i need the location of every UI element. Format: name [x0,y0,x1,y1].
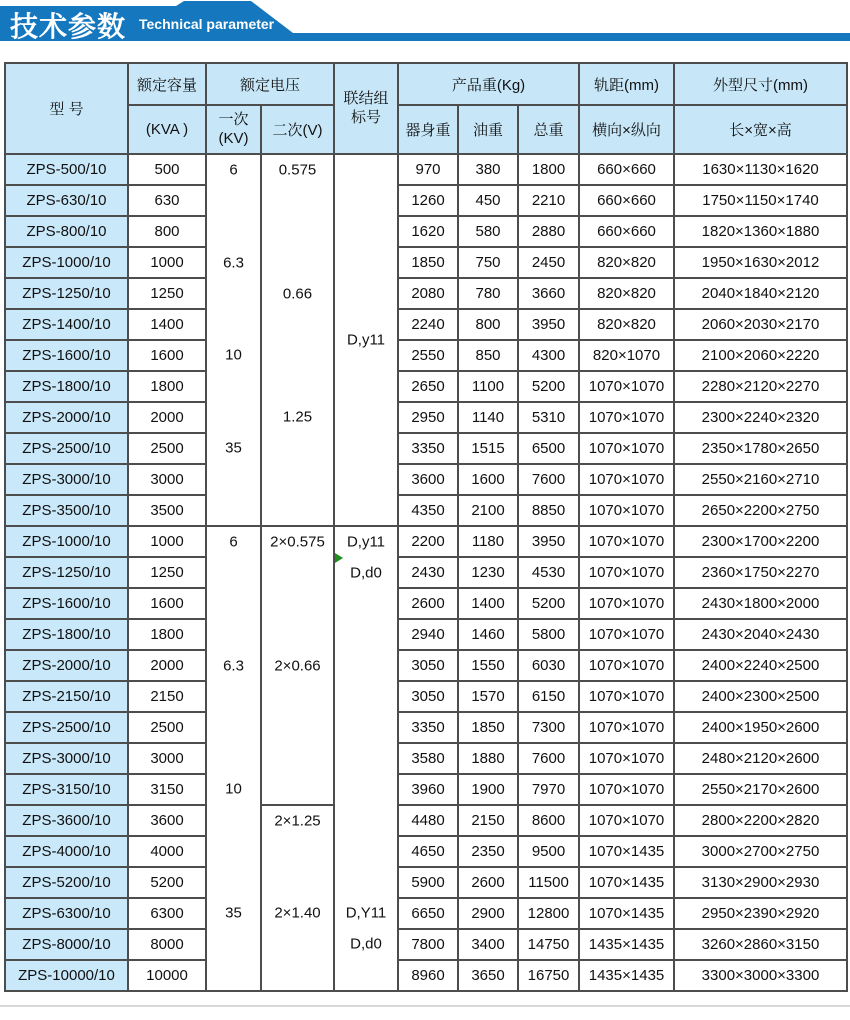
oil-weight-cell: 3400 [458,929,518,960]
table-row [5,495,847,526]
primary-kv-cell-value: 10 [225,346,242,364]
body-weight-cell: 5900 [398,867,458,898]
oil-weight-cell: 580 [458,216,518,247]
gauge-cell: 1070×1435 [579,836,674,867]
header-gauge-group: 轨距(mm) [579,63,674,105]
kva-cell: 1800 [128,371,206,402]
gauge-cell: 1070×1070 [579,526,674,557]
primary-kv-cell-value: 6 [229,533,238,551]
gauge-cell: 1070×1070 [579,743,674,774]
model-cell: ZPS-6300/10 [5,898,128,929]
oil-weight-cell: 1900 [458,774,518,805]
kva-cell: 2000 [128,402,206,433]
body-weight-cell: 1260 [398,185,458,216]
table-body [5,154,847,991]
model-cell: ZPS-800/10 [5,216,128,247]
model-cell: ZPS-3600/10 [5,805,128,836]
table-row [5,185,847,216]
oil-weight-cell: 750 [458,247,518,278]
table-row [5,278,847,309]
total-weight-cell: 12800 [518,898,579,929]
secondary-v-cell [261,154,334,526]
kva-cell: 1600 [128,588,206,619]
dims-cell: 2400×1950×2600 [674,712,847,743]
header-vector-group [334,63,398,154]
gauge-cell: 1070×1070 [579,433,674,464]
gauge-cell: 1070×1435 [579,867,674,898]
header-oil-weight: 油重 [458,105,518,154]
table-row [5,743,847,774]
body-weight-cell: 3600 [398,464,458,495]
body-weight-cell: 2600 [398,588,458,619]
table-row [5,557,847,588]
total-weight-cell: 9500 [518,836,579,867]
total-weight-cell: 7300 [518,712,579,743]
gauge-cell: 820×820 [579,247,674,278]
gauge-cell: 660×660 [579,185,674,216]
gauge-cell: 660×660 [579,154,674,185]
model-cell: ZPS-1600/10 [5,340,128,371]
body-weight-cell: 2080 [398,278,458,309]
primary-kv-cell-value: 6.3 [223,254,244,272]
header-gauge-sub: 横向×纵向 [579,105,674,154]
primary-kv-cell [206,526,261,991]
vector-group-cell-value: D,y11 [346,331,386,349]
table-row [5,588,847,619]
dims-cell: 2400×2240×2500 [674,650,847,681]
table-row [5,154,847,185]
kva-cell: 1000 [128,247,206,278]
model-cell: ZPS-1250/10 [5,557,128,588]
gauge-cell: 1070×1070 [579,619,674,650]
body-weight-cell: 3050 [398,681,458,712]
body-weight-cell: 3050 [398,650,458,681]
dims-cell: 1630×1130×1620 [674,154,847,185]
model-cell: ZPS-630/10 [5,185,128,216]
total-weight-cell: 11500 [518,867,579,898]
total-weight-cell: 4300 [518,340,579,371]
header-secondary-voltage: 二次(V) [261,105,334,154]
dims-cell: 2650×2200×2750 [674,495,847,526]
body-weight-cell: 970 [398,154,458,185]
oil-weight-cell: 3650 [458,960,518,991]
model-cell: ZPS-1000/10 [5,526,128,557]
dims-cell: 3000×2700×2750 [674,836,847,867]
vector-group-cell [334,154,398,526]
model-cell: ZPS-8000/10 [5,929,128,960]
dims-cell: 2430×2040×2430 [674,619,847,650]
dims-cell: 3260×2860×3150 [674,929,847,960]
model-cell: ZPS-1400/10 [5,309,128,340]
total-weight-cell: 1800 [518,154,579,185]
oil-weight-cell: 2350 [458,836,518,867]
oil-weight-cell: 2900 [458,898,518,929]
gauge-cell: 660×660 [579,216,674,247]
header-vector-line2: 标号 [350,108,381,126]
kva-cell: 2150 [128,681,206,712]
oil-weight-cell: 1140 [458,402,518,433]
primary-kv-cell-value: 35 [225,904,242,922]
kva-cell: 2500 [128,433,206,464]
secondary-v-cell-value: 2×0.66 [274,657,321,674]
vector-group-cell-value: D,y11 [346,533,386,551]
gauge-cell: 820×820 [579,278,674,309]
vector-group-cell-value: D,d0 [350,935,382,953]
body-weight-cell: 4650 [398,836,458,867]
kva-cell: 3150 [128,774,206,805]
oil-weight-cell: 1600 [458,464,518,495]
secondary-v-cell-value: 0.575 [278,161,317,179]
oil-weight-cell: 2600 [458,867,518,898]
kva-cell: 1400 [128,309,206,340]
secondary-v-cell-value: 1.25 [282,408,313,426]
kva-cell: 5200 [128,867,206,898]
header-voltage-group: 额定电压 [206,63,334,105]
total-weight-cell: 8600 [518,805,579,836]
oil-weight-cell: 2150 [458,805,518,836]
total-weight-cell: 2450 [518,247,579,278]
body-weight-cell: 3580 [398,743,458,774]
dims-cell: 2360×1750×2270 [674,557,847,588]
kva-cell: 3000 [128,743,206,774]
kva-cell: 10000 [128,960,206,991]
table-row [5,960,847,991]
header-vector-line1: 联结组 [343,89,389,107]
header-row-groups [5,63,847,105]
header-dims-sub: 长×宽×高 [674,105,847,154]
total-weight-cell: 6150 [518,681,579,712]
gauge-cell: 1070×1070 [579,805,674,836]
oil-weight-cell: 1100 [458,371,518,402]
total-weight-cell: 5800 [518,619,579,650]
gauge-cell: 1070×1070 [579,371,674,402]
model-cell: ZPS-3150/10 [5,774,128,805]
dims-cell: 1950×1630×2012 [674,247,847,278]
table-row [5,402,847,433]
primary-kv-cell-value: 10 [225,780,242,798]
body-weight-cell: 4350 [398,495,458,526]
total-weight-cell: 5200 [518,371,579,402]
kva-cell: 630 [128,185,206,216]
table-row [5,898,847,929]
dims-cell: 2550×2170×2600 [674,774,847,805]
dims-cell: 1750×1150×1740 [674,185,847,216]
banner [0,0,850,48]
body-weight-cell: 8960 [398,960,458,991]
table-row [5,836,847,867]
secondary-v-cell [261,526,334,805]
table-header [5,63,847,154]
total-weight-cell: 16750 [518,960,579,991]
table-row [5,309,847,340]
secondary-v-cell-value: 0.66 [282,285,313,303]
secondary-v-cell-value: 2×1.25 [274,812,321,830]
oil-weight-cell: 1850 [458,712,518,743]
model-cell: ZPS-3500/10 [5,495,128,526]
model-cell: ZPS-10000/10 [5,960,128,991]
table-row [5,774,847,805]
model-cell: ZPS-2500/10 [5,433,128,464]
total-weight-cell: 4530 [518,557,579,588]
gauge-cell: 1070×1070 [579,774,674,805]
kva-cell: 3500 [128,495,206,526]
dims-cell: 2480×2120×2600 [674,743,847,774]
body-weight-cell: 6650 [398,898,458,929]
kva-cell: 6300 [128,898,206,929]
oil-weight-cell: 800 [458,309,518,340]
total-weight-cell: 3950 [518,526,579,557]
oil-weight-cell: 1230 [458,557,518,588]
table-row [5,805,847,836]
body-weight-cell: 2940 [398,619,458,650]
kva-cell: 4000 [128,836,206,867]
gauge-cell: 1070×1070 [579,557,674,588]
vector-group-cell-value: D,Y11 [345,904,387,922]
kva-cell: 800 [128,216,206,247]
gauge-cell: 1070×1070 [579,650,674,681]
table-row [5,464,847,495]
table-row [5,681,847,712]
total-weight-cell: 2210 [518,185,579,216]
table-row [5,216,847,247]
oil-weight-cell: 2100 [458,495,518,526]
total-weight-cell: 6500 [518,433,579,464]
kva-cell: 3600 [128,805,206,836]
gauge-cell: 1070×1070 [579,681,674,712]
kva-cell: 8000 [128,929,206,960]
table-row [5,867,847,898]
model-cell: ZPS-1000/10 [5,247,128,278]
model-cell: ZPS-2150/10 [5,681,128,712]
oil-weight-cell: 1550 [458,650,518,681]
header-primary-label: 一次 [218,110,249,128]
dims-cell: 2430×1800×2000 [674,588,847,619]
table-row [5,340,847,371]
dims-cell: 2300×2240×2320 [674,402,847,433]
total-weight-cell: 14750 [518,929,579,960]
total-weight-cell: 6030 [518,650,579,681]
body-weight-cell: 4480 [398,805,458,836]
gauge-cell: 1070×1070 [579,464,674,495]
gauge-cell: 1070×1070 [579,402,674,433]
secondary-v-cell-value: 2×0.575 [270,533,325,551]
oil-weight-cell: 1570 [458,681,518,712]
body-weight-cell: 2650 [398,371,458,402]
total-weight-cell: 3660 [518,278,579,309]
kva-cell: 1800 [128,619,206,650]
oil-weight-cell: 1460 [458,619,518,650]
dims-cell: 2100×2060×2220 [674,340,847,371]
total-weight-cell: 7970 [518,774,579,805]
header-model: 型 号 [5,63,128,154]
model-cell: ZPS-3000/10 [5,464,128,495]
vector-group-cell [334,526,398,991]
header-weight-group: 产品重(Kg) [398,63,579,105]
banner-ribbon [0,0,850,42]
header-row-subs [5,105,847,154]
primary-kv-cell-value: 6.3 [223,657,244,675]
model-cell: ZPS-1800/10 [5,371,128,402]
body-weight-cell: 2430 [398,557,458,588]
header-primary-unit: (KV) [218,129,249,147]
gauge-cell: 820×1070 [579,340,674,371]
kva-cell: 2500 [128,712,206,743]
dims-cell: 2950×2390×2920 [674,898,847,929]
dims-cell: 2800×2200×2820 [674,805,847,836]
dims-cell: 2400×2300×2500 [674,681,847,712]
oil-weight-cell: 1880 [458,743,518,774]
kva-cell: 500 [128,154,206,185]
body-weight-cell: 2950 [398,402,458,433]
body-weight-cell: 3350 [398,433,458,464]
kva-cell: 1000 [128,526,206,557]
table-row [5,650,847,681]
secondary-v-cell [261,805,334,991]
header-primary-voltage [206,105,261,154]
kva-cell: 1250 [128,278,206,309]
oil-weight-cell: 1400 [458,588,518,619]
gauge-cell: 1070×1070 [579,588,674,619]
technical-parameters-table [4,62,848,992]
kva-cell: 1250 [128,557,206,588]
table-row [5,433,847,464]
body-weight-cell: 1620 [398,216,458,247]
dims-cell: 2300×1700×2200 [674,526,847,557]
dims-cell: 3300×3000×3300 [674,960,847,991]
model-cell: ZPS-1800/10 [5,619,128,650]
total-weight-cell: 5310 [518,402,579,433]
dims-cell: 2040×1840×2120 [674,278,847,309]
oil-weight-cell: 850 [458,340,518,371]
gauge-cell: 1070×1070 [579,712,674,743]
header-body-weight: 器身重 [398,105,458,154]
table-row [5,247,847,278]
gauge-cell: 1435×1435 [579,960,674,991]
gauge-cell: 1435×1435 [579,929,674,960]
body-weight-cell: 1850 [398,247,458,278]
dims-cell: 2350×1780×2650 [674,433,847,464]
primary-kv-cell-value: 35 [225,439,242,457]
header-total-weight: 总重 [518,105,579,154]
dims-cell: 1820×1360×1880 [674,216,847,247]
model-cell: ZPS-5200/10 [5,867,128,898]
oil-weight-cell: 380 [458,154,518,185]
oil-weight-cell: 780 [458,278,518,309]
kva-cell: 1600 [128,340,206,371]
table-row [5,929,847,960]
header-capacity-unit: (KVA ) [128,105,206,154]
model-cell: ZPS-2000/10 [5,402,128,433]
table-row [5,619,847,650]
total-weight-cell: 8850 [518,495,579,526]
secondary-v-cell-value: 2×1.40 [274,904,321,922]
model-cell: ZPS-2500/10 [5,712,128,743]
header-dims-group: 外型尺寸(mm) [674,63,847,105]
model-cell: ZPS-500/10 [5,154,128,185]
table-row [5,526,847,557]
model-cell: ZPS-3000/10 [5,743,128,774]
total-weight-cell: 3950 [518,309,579,340]
model-cell: ZPS-2000/10 [5,650,128,681]
primary-kv-cell [206,154,261,526]
body-weight-cell: 3350 [398,712,458,743]
gauge-cell: 1070×1435 [579,898,674,929]
oil-weight-cell: 1180 [458,526,518,557]
kva-cell: 2000 [128,650,206,681]
body-weight-cell: 3960 [398,774,458,805]
oil-weight-cell: 450 [458,185,518,216]
body-weight-cell: 2200 [398,526,458,557]
total-weight-cell: 5200 [518,588,579,619]
banner-subtitle: Technical parameter [139,16,275,32]
gauge-cell: 820×820 [579,309,674,340]
model-cell: ZPS-4000/10 [5,836,128,867]
header-capacity-group: 额定容量 [128,63,206,105]
page-divider-line [0,1005,850,1007]
oil-weight-cell: 1515 [458,433,518,464]
model-cell: ZPS-1600/10 [5,588,128,619]
table-row [5,712,847,743]
body-weight-cell: 2240 [398,309,458,340]
primary-kv-cell-value: 6 [229,161,238,179]
body-weight-cell: 2550 [398,340,458,371]
kva-cell: 3000 [128,464,206,495]
banner-title: 技术参数 [10,11,127,42]
dims-cell: 2550×2160×2710 [674,464,847,495]
body-weight-cell: 7800 [398,929,458,960]
table-row [5,371,847,402]
dims-cell: 2060×2030×2170 [674,309,847,340]
green-flag-marker [335,553,343,563]
dims-cell: 3130×2900×2930 [674,867,847,898]
dims-cell: 2280×2120×2270 [674,371,847,402]
model-cell: ZPS-1250/10 [5,278,128,309]
vector-group-cell-value: D,d0 [350,564,382,582]
total-weight-cell: 7600 [518,464,579,495]
total-weight-cell: 2880 [518,216,579,247]
gauge-cell: 1070×1070 [579,495,674,526]
total-weight-cell: 7600 [518,743,579,774]
